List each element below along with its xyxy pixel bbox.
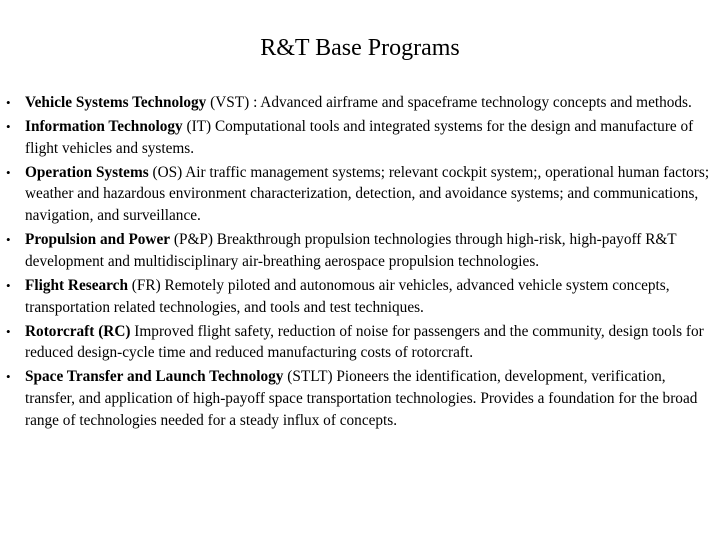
- bullet-item-it: [6, 116, 714, 159]
- bullet-item-stlt: [6, 366, 714, 431]
- bullet-term: Propulsion and Power: [25, 231, 171, 249]
- bullet-icon: •: [6, 323, 11, 339]
- bullet-item-fr: [6, 275, 714, 318]
- bullet-icon: •: [6, 164, 11, 180]
- bullet-description: (P&P) Breakthrough propulsion technologies through high-risk, high-payoff R&T development and multidisciplinary air-breathing aerospace propulsion technologies.: [25, 231, 677, 270]
- bullet-description: (VST) : Advanced airframe and spaceframe technology concepts and methods.: [206, 94, 692, 111]
- bullet-icon: •: [6, 119, 11, 134]
- bullet-term: Operation Systems: [25, 163, 149, 181]
- bullet-description: Improved flight safety, reduction of noise for passengers and the community, design tools for reduced design-cycle time and reduced manufacturing costs of rotorcraft.: [25, 322, 704, 362]
- bullet-list: [6, 92, 714, 434]
- bullet-item-rc: [6, 321, 714, 364]
- bullet-icon: •: [6, 369, 11, 385]
- bullet-icon: •: [6, 277, 11, 293]
- bullet-icon: •: [6, 232, 11, 248]
- bullet-icon: •: [6, 95, 11, 110]
- bullet-term: Information Technology: [25, 118, 183, 135]
- bullet-item-pp: [6, 229, 714, 272]
- bullet-description: (OS) Air traffic management systems; relevant cockpit system;, operational human factors; weather and hazardous environment characterization, detection, and avoidance systems; and communications, navigation, and surveillance.: [25, 163, 710, 225]
- bullet-term: Flight Research: [25, 276, 128, 294]
- bullet-term: Space Transfer and Launch Technology: [25, 368, 284, 386]
- bullet-description: (FR) Remotely piloted and autonomous air vehicles, advanced vehicle system concepts, transportation related technologies, and tools and test techniques.: [25, 276, 670, 316]
- bullet-description: (STLT) Pioneers the identification, development, verification, transfer, and application of high-payoff space transportation technologies. Provides a foundation for the broad range of technologies needed for a steady influx of concepts.: [25, 368, 698, 429]
- slide-title: R&T Base Programs: [260, 35, 460, 61]
- bullet-term: Rotorcraft (RC): [25, 322, 131, 340]
- bullet-description: (IT) Computational tools and integrated systems for the design and manufacture of flight vehicles and systems.: [25, 118, 694, 157]
- bullet-item-os: [6, 162, 714, 227]
- bullet-term: Vehicle Systems Technology: [25, 94, 207, 111]
- bullet-item-vst: [6, 92, 714, 114]
